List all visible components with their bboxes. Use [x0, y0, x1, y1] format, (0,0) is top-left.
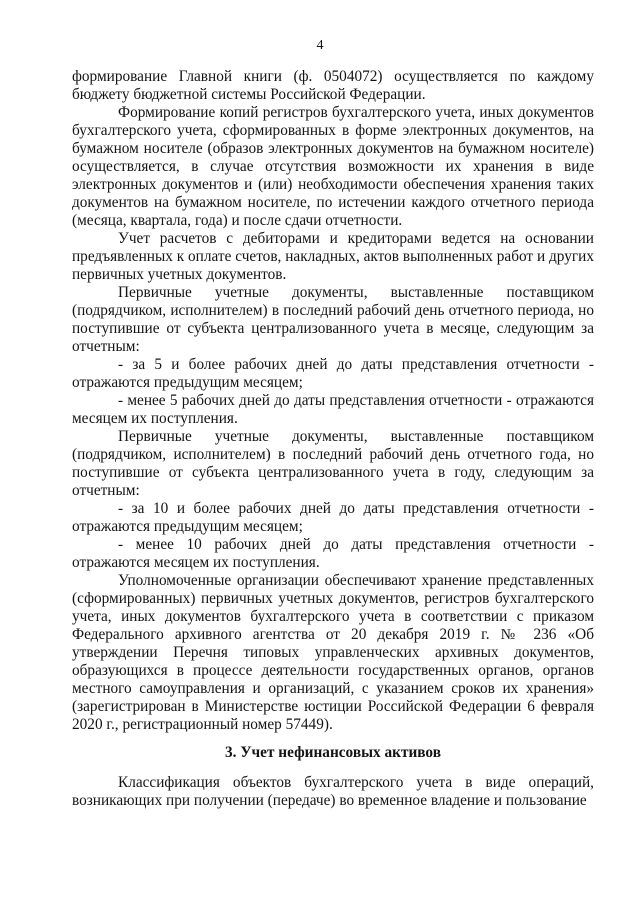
section-heading: 3. Учет нефинансовых активов	[225, 744, 441, 761]
list-item: - менее 10 рабочих дней до даты представления отчетности - отражаются месяцем их поступления.	[72, 536, 594, 571]
list-item: - за 10 и более рабочих дней до даты представления отчетности - отражаются предыдущим месяцем;	[72, 500, 594, 535]
paragraph: Формирование копий регистров бухгалтерского учета, иных документов бухгалтерского учета, сформированных в форме электронных документов, на бумажном носителе (образов электронных документов на бумажном носителе) осуществляется, в случае отсутствия возможности их хранения в виде электронных документов и (или) необходимости обеспечения хранения таких документов на бумажном носителе, по истечении каждого отчетного периода (месяца, квартала, года) и после сдачи отчетности.	[72, 104, 594, 229]
paragraph: Классификация объектов бухгалтерского учета в виде операций, возникающих при получении (передаче) во временное владение и пользование	[72, 774, 594, 809]
paragraph: Первичные учетные документы, выставленные поставщиком (подрядчиком, исполнителем) в последний рабочий день отчетного года, но поступившие от субъекта централизованного учета в году, следующим за отчетным:	[72, 428, 594, 499]
page-number: 4	[316, 38, 324, 53]
list-item: - за 5 и более рабочих дней до даты представления отчетности - отражаются предыдущим месяцем;	[72, 356, 594, 391]
paragraph: Учет расчетов с дебиторами и кредиторами ведется на основании предъявленных к оплате счетов, накладных, актов выполненных работ и других первичных учетных документов.	[72, 230, 594, 283]
paragraph: Уполномоченные организации обеспечивают хранение представленных (сформированных) первичных учетных документов, регистров бухгалтерского учета, иных документов бухгалтерского учета в соответствии с приказом Федерального архивного агентства от 20 декабря 2019 г. № 236 «Об утверждении Перечня типовых управленческих архивных документов, образующихся в процессе деятельности государственных органов, органов местного самоуправления и организаций, с указанием сроков их хранения» (зарегистрирован в Министерстве юстиции Российской Федерации 6 февраля 2020 г., регистрационный номер 57449).	[72, 572, 594, 733]
paragraph: формирование Главной книги (ф. 0504072) осуществляется по каждому бюджету бюджетной системы Российской Федерации.	[72, 68, 594, 103]
list-item: - менее 5 рабочих дней до даты представления отчетности - отражаются месяцем их поступления.	[72, 392, 594, 427]
document-body	[72, 68, 594, 810]
paragraph: Первичные учетные документы, выставленные поставщиком (подрядчиком, исполнителем) в последний рабочий день отчетного периода, но поступившие от субъекта централизованного учета в месяце, следующим за отчетным:	[72, 284, 594, 355]
